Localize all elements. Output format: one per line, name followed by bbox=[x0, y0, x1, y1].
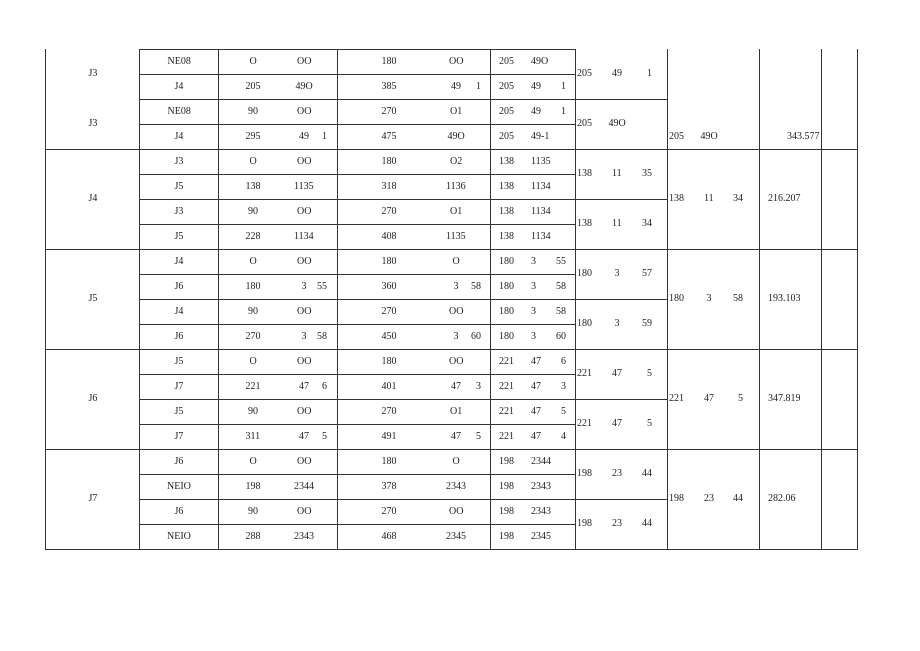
set-mean-sec: 44 bbox=[642, 518, 652, 529]
set-mean-min: 47 bbox=[612, 418, 622, 429]
left-face-deg: 90 bbox=[248, 205, 258, 217]
set-mean-min: 49 bbox=[612, 68, 622, 79]
row-divider bbox=[139, 224, 218, 225]
left-face-deg: 90 bbox=[248, 305, 258, 317]
target-point: NE08 bbox=[167, 105, 191, 117]
set-mean-deg: 205 bbox=[577, 68, 592, 79]
row-divider bbox=[139, 124, 218, 125]
target-point: J5 bbox=[174, 180, 184, 192]
left-face-min: OO bbox=[297, 55, 312, 67]
set-mean-min: 49O bbox=[608, 118, 626, 129]
right-face-deg: 180 bbox=[381, 355, 397, 367]
set-mean-deg: 205 bbox=[577, 118, 592, 129]
set-mean-min: 47 bbox=[612, 368, 622, 379]
set-mean-min: 11 bbox=[612, 168, 622, 179]
row-divider bbox=[139, 524, 218, 525]
station-label: J7 bbox=[88, 493, 98, 504]
left-face-min: OO bbox=[297, 505, 312, 517]
mean-min: 47 bbox=[531, 405, 541, 417]
mean-deg: 180 bbox=[499, 255, 514, 267]
left-face-deg: 198 bbox=[245, 480, 261, 492]
mean-min: 49 bbox=[531, 105, 541, 117]
left-face-deg: 180 bbox=[245, 280, 261, 292]
side-length: 347.819 bbox=[768, 393, 801, 404]
final-angle-min: 3 bbox=[706, 293, 712, 304]
right-face-deg: 318 bbox=[381, 180, 397, 192]
row-divider bbox=[139, 174, 218, 175]
right-face-deg: 270 bbox=[381, 505, 397, 517]
set-mean-min: 3 bbox=[614, 268, 620, 279]
right-face-deg: 270 bbox=[381, 405, 397, 417]
right-face-deg: 180 bbox=[381, 455, 397, 467]
right-face-min: 2343 bbox=[446, 480, 466, 492]
row-divider bbox=[139, 49, 575, 50]
group-divider bbox=[45, 449, 858, 450]
mean-min: 49-1 bbox=[531, 130, 550, 142]
mean-deg: 205 bbox=[499, 80, 514, 92]
final-angle-deg: 198 bbox=[669, 493, 684, 504]
target-point: J3 bbox=[174, 205, 184, 217]
mean-sec: 5 bbox=[561, 405, 566, 417]
right-face-deg: 270 bbox=[381, 205, 397, 217]
right-face-deg: 270 bbox=[381, 105, 397, 117]
mean-min: 2344 bbox=[531, 455, 551, 467]
target-point: J5 bbox=[174, 405, 184, 417]
set-mean-min: 3 bbox=[614, 318, 620, 329]
left-face-min: 1135 bbox=[294, 180, 314, 192]
left-face-min: OO bbox=[297, 455, 312, 467]
mean-min: 3 bbox=[531, 280, 536, 292]
group-divider bbox=[45, 149, 858, 150]
right-face-min: O1 bbox=[450, 105, 463, 117]
right-face-min: O bbox=[452, 255, 460, 267]
final-angle-deg: 180 bbox=[669, 293, 684, 304]
left-face-min: OO bbox=[297, 355, 312, 367]
row-divider bbox=[139, 399, 218, 400]
mean-min: 47 bbox=[531, 355, 541, 367]
mean-deg: 180 bbox=[499, 305, 514, 317]
right-face-min: OO bbox=[449, 305, 464, 317]
table-border-right bbox=[857, 49, 858, 550]
table-border-left bbox=[45, 49, 46, 550]
right-face-min: O bbox=[452, 455, 460, 467]
left-face-deg: 90 bbox=[248, 405, 258, 417]
mean-deg: 221 bbox=[499, 430, 514, 442]
set-mean-sec: 34 bbox=[642, 218, 652, 229]
half-set-divider bbox=[575, 399, 667, 400]
half-set-divider bbox=[575, 299, 667, 300]
final-angle-sec: 34 bbox=[733, 193, 743, 204]
row-divider bbox=[218, 499, 575, 500]
mean-deg: 180 bbox=[499, 330, 514, 342]
set-mean-sec: 35 bbox=[642, 168, 652, 179]
final-angle-deg: 221 bbox=[669, 393, 684, 404]
right-face-deg: 450 bbox=[381, 330, 397, 342]
final-angle-min: 47 bbox=[704, 393, 714, 404]
row-divider bbox=[139, 324, 218, 325]
side-length: 343.577 bbox=[787, 130, 820, 142]
mean-sec: 58 bbox=[556, 305, 566, 317]
row-divider bbox=[218, 74, 575, 75]
row-divider bbox=[218, 224, 575, 225]
target-point: J7 bbox=[174, 430, 184, 442]
side-length: 193.103 bbox=[768, 293, 801, 304]
station-label: J5 bbox=[88, 293, 98, 304]
right-face-deg: 360 bbox=[381, 280, 397, 292]
set-mean-sec: 59 bbox=[642, 318, 652, 329]
left-face-min: 47 bbox=[299, 380, 309, 392]
right-face-min: 3 bbox=[453, 280, 459, 292]
mean-deg: 198 bbox=[499, 505, 514, 517]
mean-min: 1134 bbox=[531, 230, 551, 242]
mean-sec: 55 bbox=[556, 255, 566, 267]
right-face-deg: 385 bbox=[381, 80, 397, 92]
right-face-min: O2 bbox=[450, 155, 463, 167]
set-mean-deg: 138 bbox=[577, 218, 592, 229]
mean-min: 1134 bbox=[531, 205, 551, 217]
half-set-divider bbox=[575, 499, 667, 500]
right-face-min: OO bbox=[449, 355, 464, 367]
mean-min: 3 bbox=[531, 330, 536, 342]
left-face-min: 49 bbox=[299, 130, 309, 142]
row-divider bbox=[218, 524, 575, 525]
left-face-deg: 205 bbox=[245, 80, 261, 92]
mean-min: 1135 bbox=[531, 155, 551, 167]
right-face-min: 47 bbox=[451, 380, 461, 392]
final-angle-min: 49O bbox=[700, 130, 718, 142]
set-mean-deg: 221 bbox=[577, 368, 592, 379]
final-angle-deg: 205 bbox=[669, 130, 684, 142]
mean-sec: 6 bbox=[561, 355, 566, 367]
right-face-sec: 5 bbox=[476, 430, 481, 442]
set-mean-sec: 5 bbox=[647, 368, 652, 379]
mean-sec: 3 bbox=[561, 380, 566, 392]
row-divider bbox=[139, 74, 218, 75]
final-angle-min: 23 bbox=[704, 493, 714, 504]
group-divider bbox=[45, 249, 858, 250]
mean-min: 47 bbox=[531, 380, 541, 392]
row-divider bbox=[218, 374, 575, 375]
row-divider bbox=[218, 299, 575, 300]
right-face-min: 47 bbox=[451, 430, 461, 442]
row-divider bbox=[218, 399, 575, 400]
set-mean-deg: 198 bbox=[577, 518, 592, 529]
left-face-deg: O bbox=[249, 155, 257, 167]
right-face-min: O1 bbox=[450, 405, 463, 417]
left-face-min: 2344 bbox=[294, 480, 314, 492]
left-face-deg: O bbox=[249, 355, 257, 367]
mean-sec: 60 bbox=[556, 330, 566, 342]
set-mean-sec: 44 bbox=[642, 468, 652, 479]
row-divider bbox=[218, 474, 575, 475]
right-face-deg: 475 bbox=[381, 130, 397, 142]
right-face-deg: 270 bbox=[381, 305, 397, 317]
set-mean-min: 11 bbox=[612, 218, 622, 229]
left-face-sec: 6 bbox=[322, 380, 327, 392]
right-face-deg: 408 bbox=[381, 230, 397, 242]
mean-sec: 58 bbox=[556, 280, 566, 292]
right-face-min: OO bbox=[449, 55, 464, 67]
target-point: J6 bbox=[174, 505, 184, 517]
group-divider bbox=[45, 349, 858, 350]
side-length: 216.207 bbox=[768, 193, 801, 204]
mean-min: 47 bbox=[531, 430, 541, 442]
column-divider bbox=[759, 49, 760, 550]
left-face-sec: 5 bbox=[322, 430, 327, 442]
right-face-min: 1136 bbox=[446, 180, 466, 192]
left-face-sec: 1 bbox=[322, 130, 327, 142]
row-divider bbox=[218, 99, 575, 100]
left-face-deg: 228 bbox=[245, 230, 261, 242]
left-face-min: 49O bbox=[295, 80, 313, 92]
right-face-min: 49O bbox=[447, 130, 465, 142]
set-mean-min: 23 bbox=[612, 518, 622, 529]
left-face-min: OO bbox=[297, 105, 312, 117]
mean-sec: 1 bbox=[561, 105, 566, 117]
mean-deg: 205 bbox=[499, 130, 514, 142]
mean-min: 1134 bbox=[531, 180, 551, 192]
left-face-deg: 90 bbox=[248, 505, 258, 517]
set-mean-deg: 198 bbox=[577, 468, 592, 479]
station-label: J4 bbox=[88, 193, 98, 204]
row-divider bbox=[139, 274, 218, 275]
right-face-deg: 491 bbox=[381, 430, 397, 442]
left-face-deg: 288 bbox=[245, 530, 261, 542]
left-face-deg: O bbox=[249, 455, 257, 467]
right-face-deg: 180 bbox=[381, 155, 397, 167]
row-divider bbox=[139, 499, 218, 500]
half-set-divider bbox=[575, 199, 667, 200]
right-face-sec: 3 bbox=[476, 380, 481, 392]
target-point: J5 bbox=[174, 230, 184, 242]
column-divider bbox=[667, 49, 668, 550]
right-face-min: 1135 bbox=[446, 230, 466, 242]
mean-deg: 138 bbox=[499, 205, 514, 217]
final-angle-deg: 138 bbox=[669, 193, 684, 204]
mean-deg: 221 bbox=[499, 355, 514, 367]
row-divider bbox=[218, 174, 575, 175]
left-face-deg: O bbox=[249, 255, 257, 267]
table-border-bottom bbox=[45, 549, 858, 550]
mean-deg: 198 bbox=[499, 530, 514, 542]
mean-deg: 138 bbox=[499, 155, 514, 167]
left-face-sec: 55 bbox=[317, 280, 327, 292]
mean-sec: 4 bbox=[561, 430, 566, 442]
left-face-min: 47 bbox=[299, 430, 309, 442]
row-divider bbox=[139, 474, 218, 475]
final-angle-sec: 5 bbox=[738, 393, 743, 404]
target-point: J5 bbox=[174, 355, 184, 367]
left-face-deg: 90 bbox=[248, 105, 258, 117]
left-face-min: 3 bbox=[301, 330, 307, 342]
mean-min: 2343 bbox=[531, 505, 551, 517]
set-mean-deg: 180 bbox=[577, 318, 592, 329]
mean-deg: 198 bbox=[499, 455, 514, 467]
mean-min: 2345 bbox=[531, 530, 551, 542]
left-face-sec: 58 bbox=[317, 330, 327, 342]
right-face-min: 49 bbox=[451, 80, 461, 92]
right-face-deg: 180 bbox=[381, 55, 397, 67]
left-face-deg: 221 bbox=[245, 380, 261, 392]
mean-deg: 205 bbox=[499, 105, 514, 117]
row-divider bbox=[139, 99, 218, 100]
set-mean-deg: 221 bbox=[577, 418, 592, 429]
final-angle-min: 11 bbox=[704, 193, 714, 204]
set-mean-deg: 138 bbox=[577, 168, 592, 179]
row-divider bbox=[218, 324, 575, 325]
left-face-deg: 295 bbox=[245, 130, 261, 142]
target-point: J4 bbox=[174, 255, 184, 267]
target-point: J6 bbox=[174, 330, 184, 342]
target-point: NEIO bbox=[167, 530, 191, 542]
target-point: J6 bbox=[174, 455, 184, 467]
half-set-divider bbox=[575, 99, 667, 100]
row-divider bbox=[218, 124, 575, 125]
target-point: NE08 bbox=[167, 55, 191, 67]
mean-min: 49O bbox=[531, 55, 549, 67]
mean-sec: 1 bbox=[561, 80, 566, 92]
side-length: 282.06 bbox=[768, 493, 796, 504]
row-divider bbox=[139, 199, 218, 200]
left-face-deg: 311 bbox=[245, 430, 261, 442]
left-face-deg: O bbox=[249, 55, 257, 67]
station-label: J6 bbox=[88, 393, 98, 404]
mean-deg: 138 bbox=[499, 230, 514, 242]
right-face-min: OO bbox=[449, 505, 464, 517]
right-face-deg: 180 bbox=[381, 255, 397, 267]
right-face-deg: 378 bbox=[381, 480, 397, 492]
row-divider bbox=[139, 299, 218, 300]
left-face-min: OO bbox=[297, 405, 312, 417]
final-angle-sec: 44 bbox=[733, 493, 743, 504]
left-face-min: OO bbox=[297, 205, 312, 217]
set-mean-deg: 180 bbox=[577, 268, 592, 279]
target-point: J7 bbox=[174, 380, 184, 392]
row-divider bbox=[218, 274, 575, 275]
left-face-min: 3 bbox=[301, 280, 307, 292]
row-divider bbox=[218, 199, 575, 200]
right-face-min: O1 bbox=[450, 205, 463, 217]
mean-min: 3 bbox=[531, 255, 536, 267]
final-angle-sec: 58 bbox=[733, 293, 743, 304]
set-mean-sec: 1 bbox=[647, 68, 652, 79]
target-point: NEIO bbox=[167, 480, 191, 492]
right-face-sec: 60 bbox=[471, 330, 481, 342]
set-mean-sec: 57 bbox=[642, 268, 652, 279]
target-point: J4 bbox=[174, 305, 184, 317]
set-mean-sec: 5 bbox=[647, 418, 652, 429]
left-face-deg: 138 bbox=[245, 180, 261, 192]
target-point: J3 bbox=[174, 155, 184, 167]
mean-min: 49 bbox=[531, 80, 541, 92]
right-face-sec: 1 bbox=[476, 80, 481, 92]
right-face-deg: 468 bbox=[381, 530, 397, 542]
target-point: J6 bbox=[174, 280, 184, 292]
left-face-deg: 270 bbox=[245, 330, 261, 342]
left-face-min: OO bbox=[297, 305, 312, 317]
station-label: J3 bbox=[88, 68, 98, 79]
right-face-min: 2345 bbox=[446, 530, 466, 542]
left-face-min: 1134 bbox=[294, 230, 314, 242]
mean-deg: 205 bbox=[499, 55, 514, 67]
right-face-sec: 58 bbox=[471, 280, 481, 292]
mean-deg: 221 bbox=[499, 380, 514, 392]
left-face-min: 2343 bbox=[294, 530, 314, 542]
row-divider bbox=[139, 374, 218, 375]
target-point: J4 bbox=[174, 130, 184, 142]
right-face-deg: 401 bbox=[381, 380, 397, 392]
target-point: J4 bbox=[174, 80, 184, 92]
mean-deg: 180 bbox=[499, 280, 514, 292]
mean-min: 2343 bbox=[531, 480, 551, 492]
column-divider bbox=[821, 49, 822, 550]
mean-deg: 198 bbox=[499, 480, 514, 492]
mean-min: 3 bbox=[531, 305, 536, 317]
left-face-min: OO bbox=[297, 155, 312, 167]
right-face-min: 3 bbox=[453, 330, 459, 342]
left-face-min: OO bbox=[297, 255, 312, 267]
mean-deg: 138 bbox=[499, 180, 514, 192]
row-divider bbox=[139, 424, 218, 425]
set-mean-min: 23 bbox=[612, 468, 622, 479]
mean-deg: 221 bbox=[499, 405, 514, 417]
row-divider bbox=[218, 424, 575, 425]
station-label: J3 bbox=[88, 118, 98, 129]
